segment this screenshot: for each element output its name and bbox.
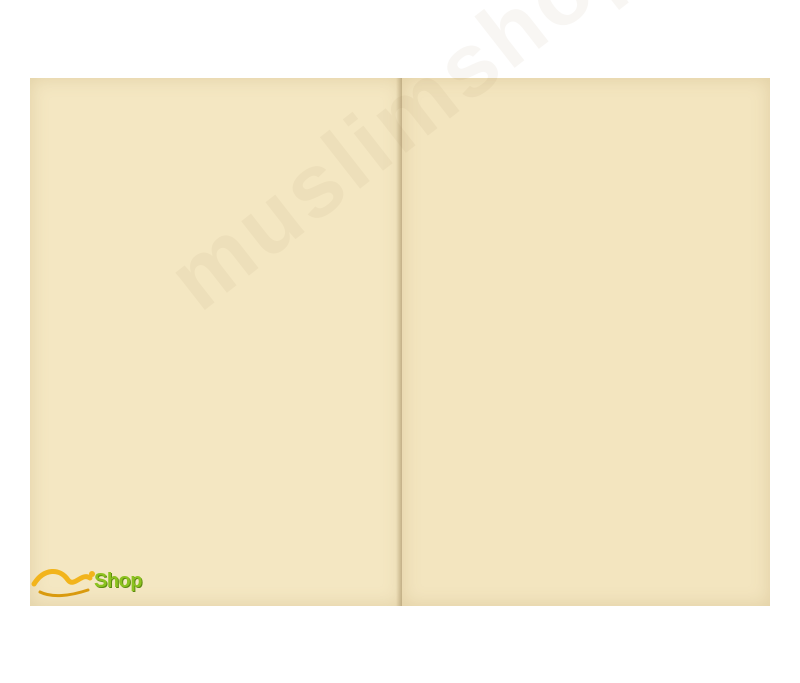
right-page (402, 78, 770, 606)
shop-logo-text: Shop (94, 570, 142, 592)
